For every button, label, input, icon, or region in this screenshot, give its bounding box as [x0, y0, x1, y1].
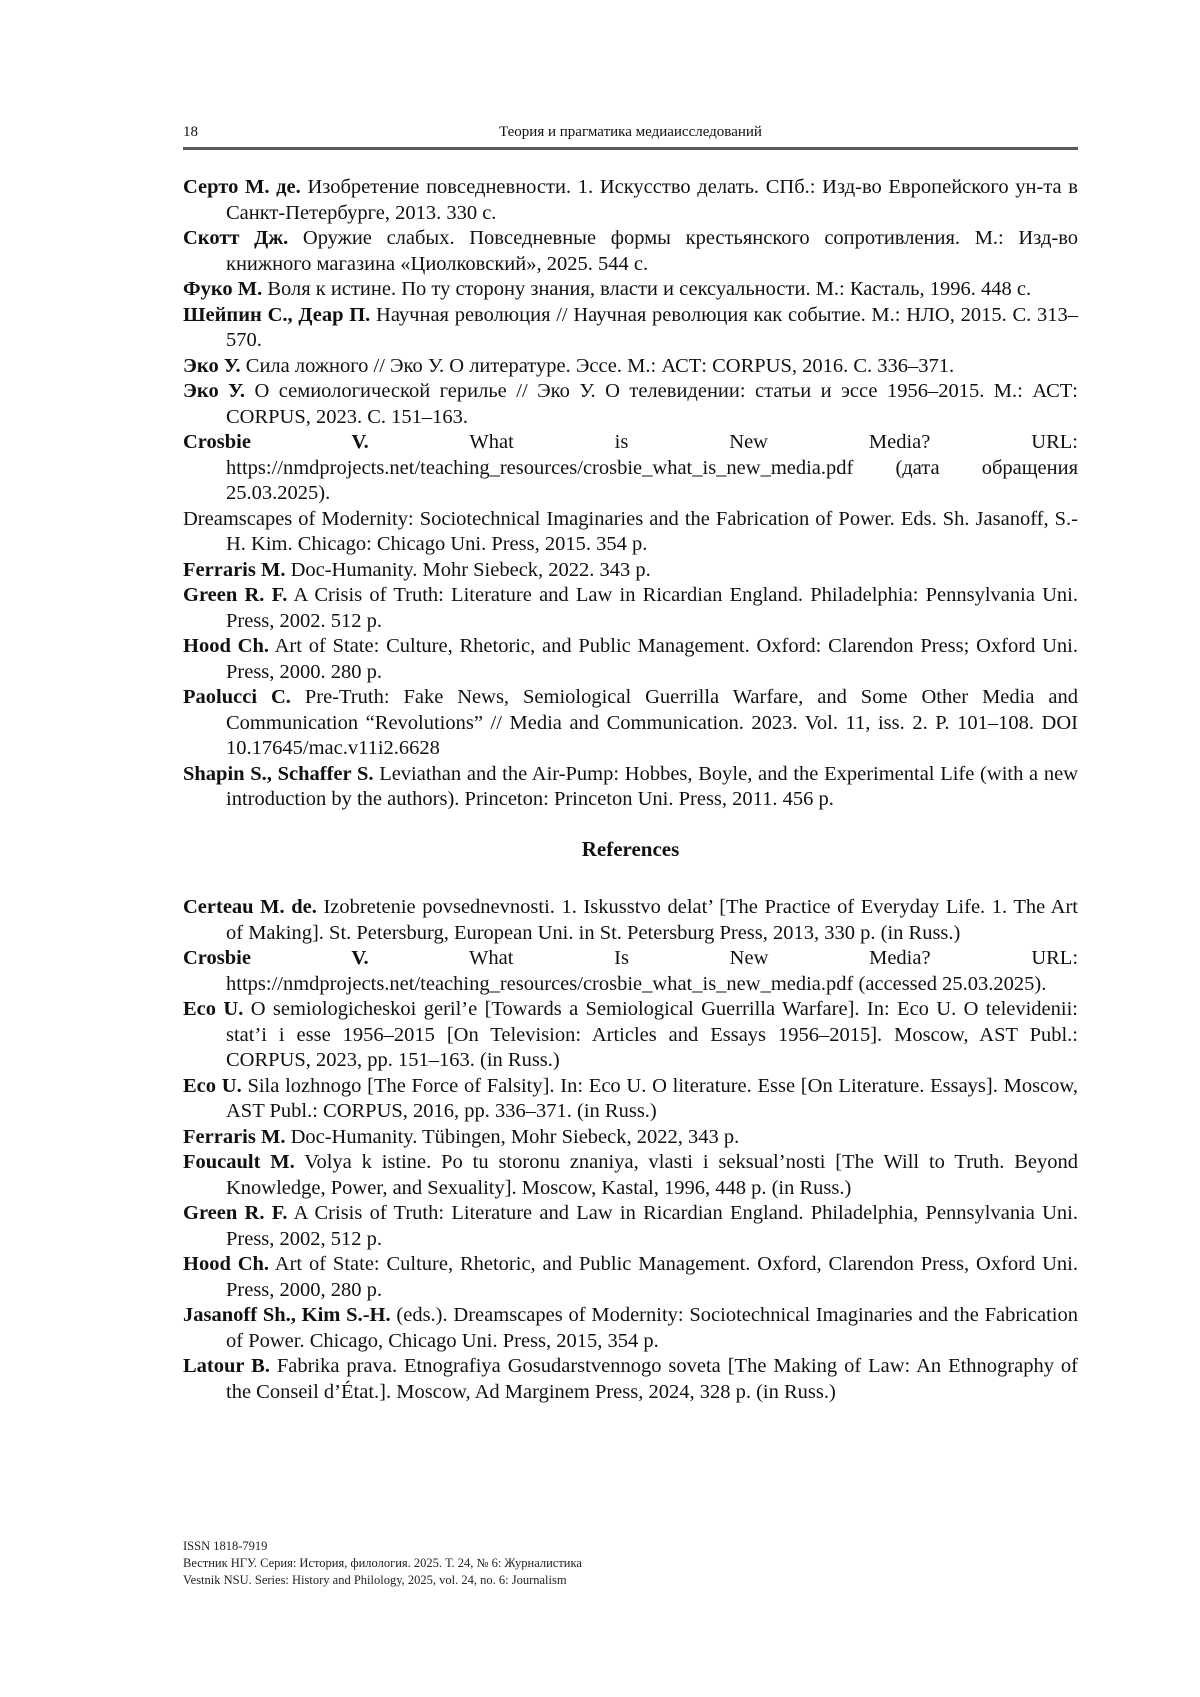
- entry-text: Изобретение повседневности. 1. Искусство делать. СПб.: Изд-во Европейского ун-та в Санкт-Петербурге, 2013. 330 с.: [226, 176, 1078, 224]
- entry-text: О семиологической герилье // Эко У. О телевидении: статьи и эссе 1956–2015. М.: АСТ: CORPUS, 2023. С. 151–163.: [226, 380, 1078, 428]
- bibliography-entry: [183, 303, 1078, 354]
- bibliography-entry: [183, 175, 1078, 226]
- reference-entry: [183, 946, 1078, 997]
- entry-author: Ferraris M.: [183, 1126, 285, 1148]
- footer-journal-ru: Вестник НГУ. Серия: История, филология. 2025. Т. 24, № 6: Журналистика: [183, 1555, 582, 1572]
- entry-text: What Is New Media? URL: https://nmdprojects.net/teaching_resources/crosbie_what_is_new_media.pdf (accessed 25.03.2025).: [226, 947, 1078, 995]
- entry-text: Fabrika prava. Etnografiya Gosudarstvennogo soveta [The Making of Law: An Ethnography of the Conseil d’État.]. Moscow, Ad Marginem Press, 2024, 328 p. (in Russ.): [226, 1355, 1078, 1403]
- entry-author: Скотт Дж.: [183, 227, 288, 249]
- entry-text: A Crisis of Truth: Literature and Law in Ricardian England. Philadelphia, Pennsylvania Uni. Press, 2002, 512 p.: [226, 1202, 1078, 1250]
- entry-author: Шейпин С., Деар П.: [183, 304, 370, 326]
- bibliography-entry: [183, 762, 1078, 813]
- page-number: 18: [183, 124, 198, 141]
- entry-text: Izobretenie povsednevnosti. 1. Iskusstvo delat’ [The Practice of Everyday Life. 1. The Art of Making]. St. Petersburg, European Uni. in St. Petersburg Press, 2013, 330 p. (in Russ.): [226, 896, 1078, 944]
- reference-entry: [183, 1354, 1078, 1405]
- reference-entry: [183, 1303, 1078, 1354]
- entry-author: Foucault M.: [183, 1151, 295, 1173]
- bibliography-entry: [183, 558, 1078, 584]
- footer-journal-en: Vestnik NSU. Series: History and Philology, 2025, vol. 24, no. 6: Journalism: [183, 1572, 582, 1589]
- bibliography-entry: [183, 430, 1078, 507]
- page-footer: [183, 1538, 582, 1589]
- entry-author: Серто М. де.: [183, 176, 301, 198]
- entry-author: Crosbie V.: [183, 947, 369, 969]
- entry-text: Art of State: Culture, Rhetoric, and Public Management. Oxford: Clarendon Press; Oxford Uni. Press, 2000. 280 p.: [226, 635, 1078, 683]
- reference-entry: [183, 1074, 1078, 1125]
- entry-text: What is New Media? URL: https://nmdprojects.net/teaching_resources/crosbie_what_is_new_media.pdf (дата обращения 25.03.2025).: [226, 431, 1078, 504]
- entry-author: Ferraris M.: [183, 559, 285, 581]
- entry-text: Sila lozhnogo [The Force of Falsity]. In: Eco U. O literature. Esse [On Literature. Essays]. Moscow, AST Publ.: CORPUS, 2016, pp. 336–371. (in Russ.): [226, 1075, 1078, 1123]
- bibliography-entry: [183, 685, 1078, 762]
- bibliography-entry: [183, 634, 1078, 685]
- entry-author: Latour B.: [183, 1355, 270, 1377]
- entry-author: Green R. F.: [183, 1202, 287, 1224]
- entry-author: Hood Ch.: [183, 1253, 269, 1275]
- reference-entry: [183, 1201, 1078, 1252]
- entry-author: Eco U.: [183, 998, 243, 1020]
- entry-text: Dreamscapes of Modernity: Sociotechnical Imaginaries and the Fabrication of Power. Eds. Sh. Jasanoff, S.-H. Kim. Chicago: Chicago Uni. Press, 2015. 354 p.: [183, 508, 1078, 556]
- entry-author: Shapin S., Schaffer S.: [183, 763, 373, 785]
- entry-author: Certeau M. de.: [183, 896, 317, 918]
- reference-entry: [183, 997, 1078, 1074]
- running-title: Теория и прагматика медиаисследований: [183, 124, 1078, 141]
- bibliography-entry: [183, 226, 1078, 277]
- entry-text: Научная революция // Научная революция как событие. М.: НЛО, 2015. С. 313–570.: [226, 304, 1078, 352]
- bibliography-entry: [183, 507, 1078, 558]
- page-header: [183, 124, 1078, 146]
- header-rule: [183, 147, 1078, 150]
- entry-text: Doc-Humanity. Tübingen, Mohr Siebeck, 2022, 343 p.: [285, 1126, 739, 1148]
- entry-author: Green R. F.: [183, 584, 287, 606]
- entry-text: A Crisis of Truth: Literature and Law in Ricardian England. Philadelphia: Pennsylvania Uni. Press, 2002. 512 p.: [226, 584, 1078, 632]
- entry-text: Doc-Humanity. Mohr Siebeck, 2022. 343 p.: [285, 559, 650, 581]
- entry-author: Jasanoff Sh., Kim S.-H.: [183, 1304, 391, 1326]
- entry-text: (eds.). Dreamscapes of Modernity: Sociotechnical Imaginaries and the Fabrication of Power. Chicago, Chicago Uni. Press, 2015, 354 p.: [226, 1304, 1078, 1352]
- entry-text: Leviathan and the Air-Pump: Hobbes, Boyle, and the Experimental Life (with a new introduction by the authors). Princeton: Princeton Uni. Press, 2011. 456 p.: [226, 763, 1078, 811]
- bibliography-entry: [183, 354, 1078, 380]
- entry-author: Эко У.: [183, 380, 245, 402]
- entry-author: Eco U.: [183, 1075, 242, 1097]
- references-heading: References: [183, 837, 1078, 862]
- entry-text: Pre-Truth: Fake News, Semiological Guerrilla Warfare, and Some Other Media and Communication “Revolutions” // Media and Communication. 2023. Vol. 11, iss. 2. P. 101–108. DOI 10.17645/mac.v11i2.6628: [226, 686, 1078, 759]
- entry-author: Paolucci C.: [183, 686, 291, 708]
- entry-author: Crosbie V.: [183, 431, 369, 453]
- bibliography-entry: [183, 277, 1078, 303]
- entry-author: Фуко М.: [183, 278, 262, 300]
- reference-entry: [183, 1252, 1078, 1303]
- entry-author: Эко У.: [183, 355, 241, 377]
- entry-text: Volya k istine. Po tu storonu znaniya, vlasti i seksual’nosti [The Will to Truth. Beyond Knowledge, Power, and Sexuality]. Moscow, Kastal, 1996, 448 p. (in Russ.): [226, 1151, 1078, 1199]
- reference-entry: [183, 1125, 1078, 1151]
- entry-author: Hood Ch.: [183, 635, 269, 657]
- footer-issn: ISSN 1818-7919: [183, 1538, 582, 1555]
- entry-text: Сила ложного // Эко У. О литературе. Эссе. М.: АСТ: CORPUS, 2016. С. 336–371.: [241, 355, 955, 377]
- bibliography-list: [183, 175, 1078, 813]
- references-list: [183, 895, 1078, 1405]
- entry-text: O semiologicheskoi geril’e [Towards a Semiological Guerrilla Warfare]. In: Eco U. O televidenii: stat’i i esse 1956–2015 [On Television: Articles and Essays 1956–2015]. Moscow, AST Publ.: CORPUS, 2023, pp. 151–163. (in Russ.): [226, 998, 1078, 1071]
- entry-text: Воля к истине. По ту сторону знания, власти и сексуальности. М.: Касталь, 1996. 448 с.: [262, 278, 1031, 300]
- entry-text: Art of State: Culture, Rhetoric, and Public Management. Oxford, Clarendon Press, Oxford Uni. Press, 2000, 280 p.: [226, 1253, 1078, 1301]
- reference-entry: [183, 1150, 1078, 1201]
- entry-text: Оружие слабых. Повседневные формы крестьянского сопротивления. М.: Изд-во книжного магазина «Циолковский», 2025. 544 с.: [226, 227, 1078, 275]
- reference-entry: [183, 895, 1078, 946]
- bibliography-entry: [183, 379, 1078, 430]
- bibliography-entry: [183, 583, 1078, 634]
